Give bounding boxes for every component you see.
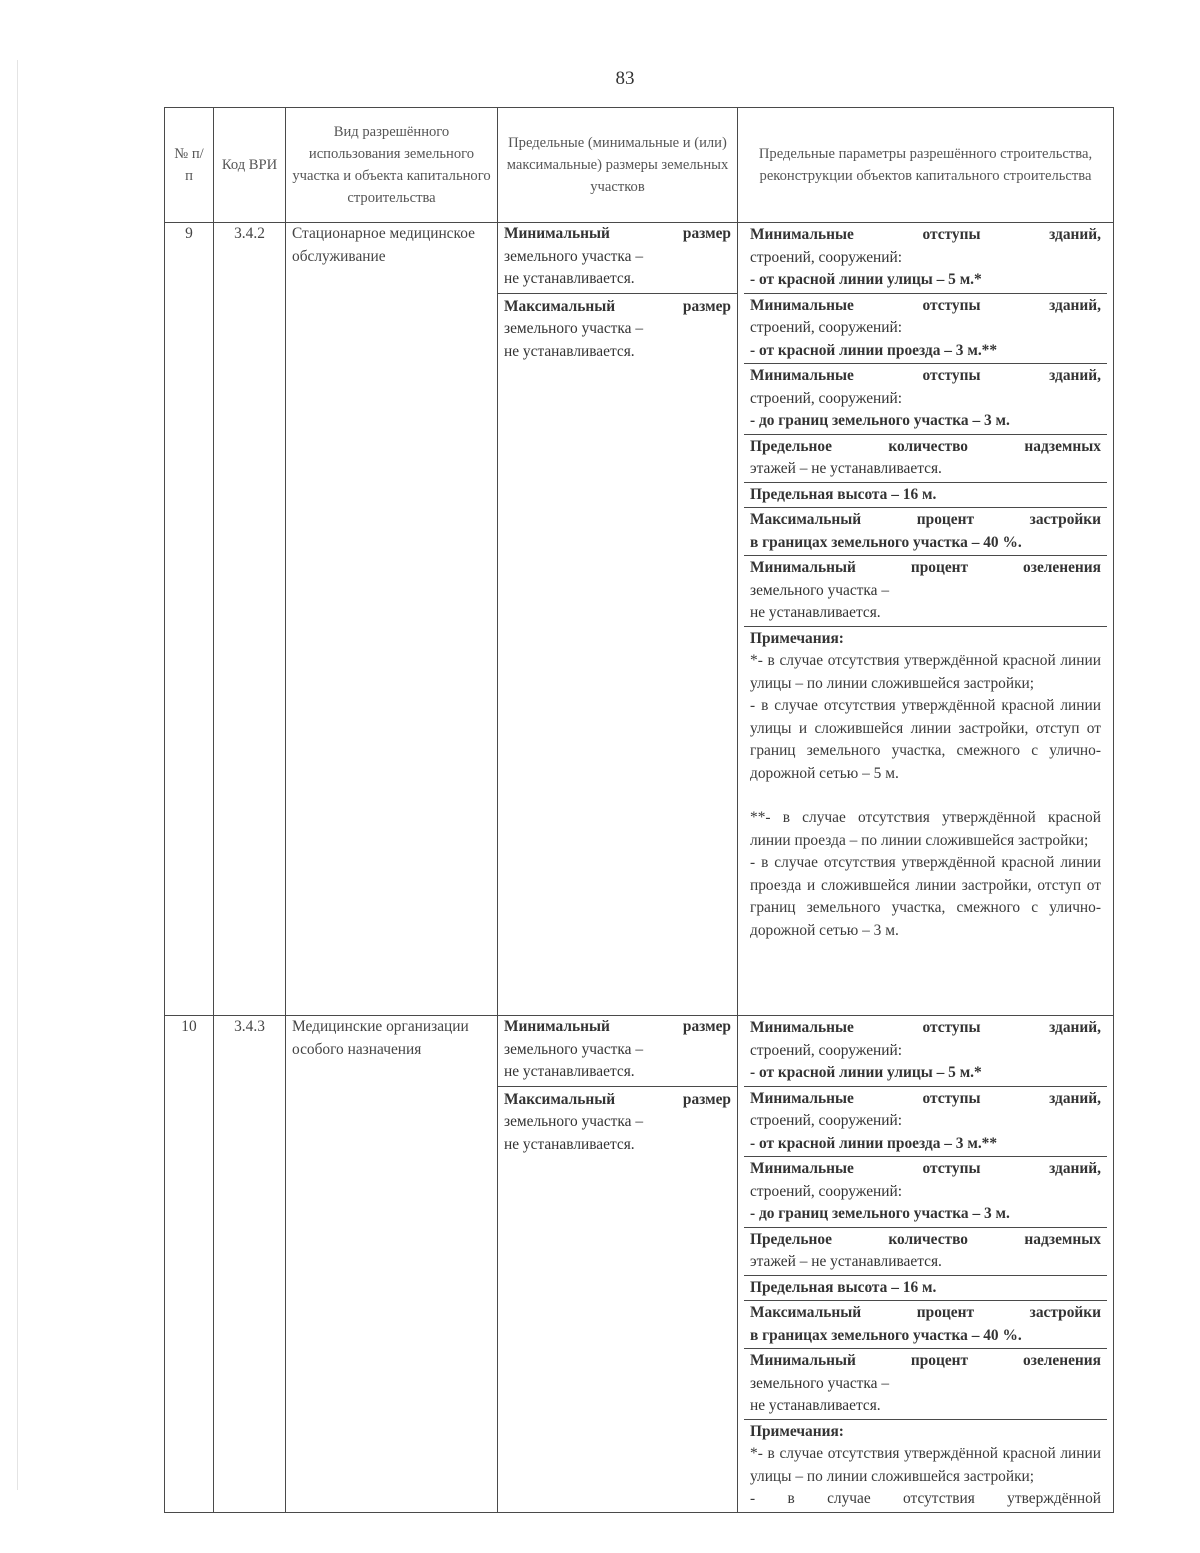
param-notes: Примечания: *- в случае отсутствия утверждённой красной линии улицы – по линии сложившейся застройки; - в случае отсутствия утверждённой — [750, 1422, 1101, 1507]
page-number: 83 — [615, 68, 635, 89]
param-setback-passage: Минимальные отступы зданий, строений, сооружений: - от красной линии проезда – 3 м.** — [744, 294, 1107, 365]
vri-table — [164, 107, 1114, 1513]
param-green-percent: Минимальный процент озеленения земельного участка – не устанавливается. — [744, 1349, 1107, 1420]
row-params — [738, 1016, 1114, 1513]
row-num: 9 — [165, 223, 214, 1016]
header-size: Предельные (минимальные и (или) максимальные) размеры земельных участков — [498, 108, 738, 223]
row-name: Медицинские организации особого назначения — [286, 1016, 498, 1513]
param-height: Предельная высота – 16 м. — [744, 1276, 1107, 1302]
row-sizes — [498, 1016, 738, 1513]
param-build-percent: Максимальный процент застройки в границах земельного участка – 40 %. — [744, 508, 1107, 556]
scan-margin-line — [17, 60, 18, 1490]
row-params — [738, 223, 1114, 1016]
row-num: 10 — [165, 1016, 214, 1513]
row-code: 3.4.2 — [214, 223, 286, 1016]
param-setback-passage: Минимальные отступы зданий, строений, сооружений: - от красной линии проезда – 3 м.** — [744, 1087, 1107, 1158]
header-code: Код ВРИ — [214, 108, 286, 223]
param-floors: Предельное количество надземных этажей – не устанавливается. — [744, 435, 1107, 483]
table-row — [165, 223, 1114, 1016]
param-setback-street: Минимальные отступы зданий, строений, сооружений: - от красной линии улицы – 5 м.* — [744, 1016, 1107, 1087]
param-floors: Предельное количество надземных этажей – не устанавливается. — [744, 1228, 1107, 1276]
header-name: Вид разрешённого использования земельного участка и объекта капитального строительства — [286, 108, 498, 223]
param-build-percent: Максимальный процент застройки в границах земельного участка – 40 %. — [744, 1301, 1107, 1349]
size-min: Минимальный размер земельного участка – не устанавливается. — [504, 1018, 731, 1080]
size-max: Максимальный размер земельного участка – не устанавливается. — [498, 1086, 737, 1159]
size-max: Максимальный размер земельного участка – не устанавливается. — [498, 293, 737, 366]
param-height: Предельная высота – 16 м. — [744, 483, 1107, 509]
row-name: Стационарное медицинское обслуживание — [286, 223, 498, 1016]
param-notes: Примечания: *- в случае отсутствия утверждённой красной линии улицы – по линии сложившейся застройки; - в случае отсутствия утверждённой красной линии улицы и сложившейся линии застройки, отступ от границ земельного участка, смежного с улично-дорожной сетью – 5 м. **- в случае отсутствия утверждённой красной линии проезда – по линии сложившейся застройки; - в случае отсутствия утверждённой красной линии проезда и сложившейся линии застройки, отступ от границ земельного участка, смежного с улично-дорожной сетью – 3 м. — [750, 629, 1101, 939]
table-row — [165, 1016, 1114, 1513]
size-min: Минимальный размер земельного участка – не устанавливается. — [504, 225, 731, 287]
param-setback-boundary: Минимальные отступы зданий, строений, сооружений: - до границ земельного участка – 3 м. — [744, 364, 1107, 435]
row-code: 3.4.3 — [214, 1016, 286, 1513]
table-header-row — [165, 108, 1114, 223]
param-setback-street: Минимальные отступы зданий, строений, сооружений: - от красной линии улицы – 5 м.* — [744, 223, 1107, 294]
param-green-percent: Минимальный процент озеленения земельного участка – не устанавливается. — [744, 556, 1107, 627]
header-num: № п/п — [165, 108, 214, 223]
header-params: Предельные параметры разрешённого строительства, реконструкции объектов капитального строительства — [738, 108, 1114, 223]
row-sizes — [498, 223, 738, 1016]
param-setback-boundary: Минимальные отступы зданий, строений, сооружений: - до границ земельного участка – 3 м. — [744, 1157, 1107, 1228]
